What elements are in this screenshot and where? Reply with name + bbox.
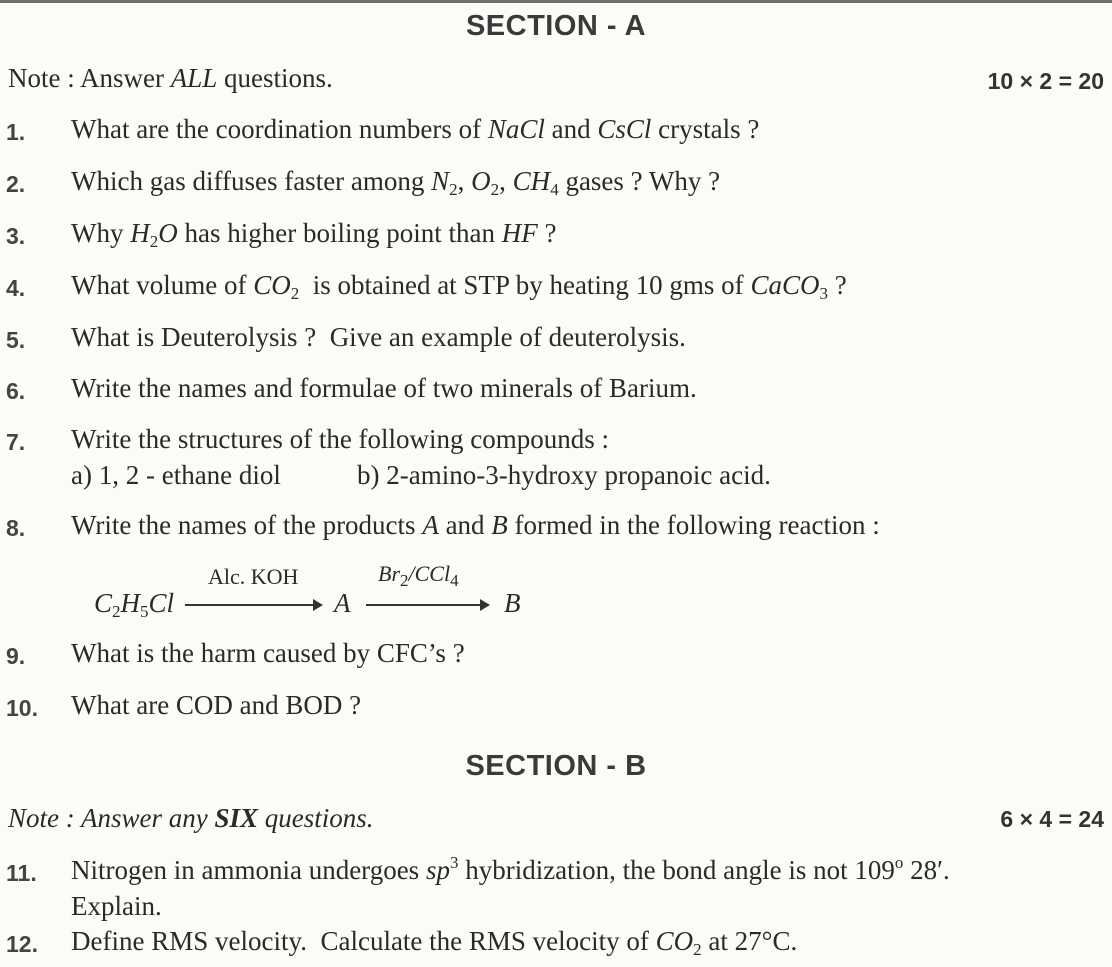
reagent-1: Alc. KOH <box>208 564 299 589</box>
question-number: 9. <box>6 643 26 669</box>
note-label: Note : <box>8 803 75 833</box>
section-b-title: SECTION - B <box>465 750 647 782</box>
question-text: Define RMS velocity. Calculate the RMS velocity of $CO_2$ at 27°C. <box>71 926 798 959</box>
reaction-arrow-2 <box>366 604 488 606</box>
note-text: Answer any <box>81 803 208 833</box>
question-number: 12. <box>6 931 38 957</box>
question-number: 11. <box>6 860 37 886</box>
note-emphasis: ALL <box>170 63 218 93</box>
question-text: What is Deuterolysis ? Give an example of deuterolysis. <box>71 322 686 352</box>
note-text-end: questions. <box>224 63 333 93</box>
question-text: Why $H_2O$ has higher boiling point than HF ? <box>71 218 557 251</box>
top-rule <box>0 0 1112 3</box>
section-b-marks: 6 × 4 = 24 <box>1000 806 1104 832</box>
section-a-title: SECTION - A <box>465 10 647 42</box>
question-number: 5. <box>6 327 26 353</box>
sub-part-b: b) 2-amino-3-hydroxy propanoic acid. <box>357 460 771 490</box>
note-emphasis: SIX <box>214 803 259 833</box>
question-text: What is the harm caused by CFC’s ? <box>71 638 465 668</box>
question-text: Which gas diffuses faster among $N_2$, $O_2$, $CH_4$ gases ? Why ? <box>71 166 721 199</box>
reagent-2: $Br_2/CCl_4$ <box>378 561 459 590</box>
reaction-arrow-1 <box>185 604 321 606</box>
product-a: A <box>334 588 351 618</box>
question-text: Write the names and formulae of two minerals of Barium. <box>71 373 697 403</box>
question-text: Nitrogen in ammonia undergoes $sp^3$ hybridization, the bond angle is not 109$^o$ 28′. <box>71 853 950 885</box>
section-a-marks: 10 × 2 = 20 <box>987 68 1104 94</box>
question-text: What volume of $CO_2$ is obtained at STP by heating 10 gms of CaCO$_3$ ? <box>71 270 847 303</box>
section-b-note <box>8 803 374 834</box>
question-number: 6. <box>6 378 26 404</box>
question-number: 7. <box>6 429 26 455</box>
note-label: Note : <box>8 63 75 93</box>
product-b: B <box>504 588 521 618</box>
question-number: 2. <box>6 171 26 197</box>
question-number: 4. <box>6 275 26 301</box>
section-a-note <box>8 63 333 94</box>
note-text: Answer <box>80 63 164 93</box>
reactant: $C_2H_5Cl$ <box>94 588 175 621</box>
question-text: What are COD and BOD ? <box>71 690 362 720</box>
question-text: Write the names of the products A and B formed in the following reaction : <box>71 510 880 540</box>
sub-part-a: a) 1, 2 - ethane diol <box>71 460 281 490</box>
question-number: 8. <box>6 515 26 541</box>
question-number: 3. <box>6 223 26 249</box>
question-number: 1. <box>6 119 26 145</box>
note-text-end: questions. <box>264 803 374 833</box>
question-text: What are the coordination numbers of NaCl and CsCl crystals ? <box>71 114 760 144</box>
question-text: Write the structures of the following compounds : <box>71 424 610 454</box>
question-number: 10. <box>6 695 38 721</box>
question-text-line-2: Explain. <box>71 891 162 921</box>
